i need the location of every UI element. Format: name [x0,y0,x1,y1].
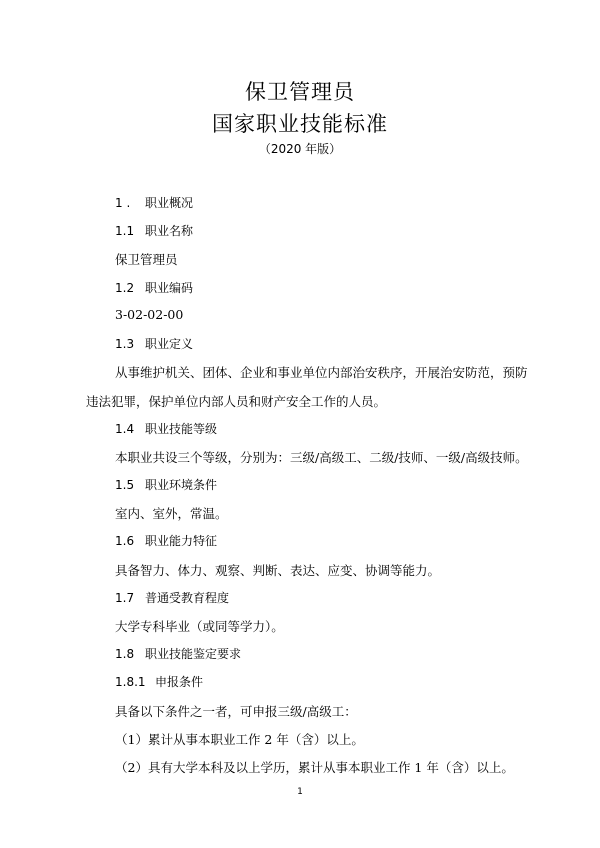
section-heading-1-2 [115,279,193,296]
section-number: 1 . [115,196,131,210]
section-title: 普通受教育程度 [145,591,230,605]
section-number: 1.2 [115,281,135,295]
section-title: 职业概况 [145,196,194,210]
section-heading-1 [115,194,193,211]
section-title: 申报条件 [155,675,204,689]
section-title: 职业技能等级 [145,422,218,436]
section-number: 1.8 [115,647,135,661]
section-heading-1-7 [115,589,229,606]
section-title: 职业编码 [145,281,194,295]
edition-label: （2020 年版） [258,142,342,156]
paragraph-environment: 室内、室外，常温。 [115,506,228,521]
page-number: 1 [297,787,303,797]
section-number: 1.8.1 [115,675,146,689]
section-title: 职业环境条件 [145,478,218,492]
section-title: 职业能力特征 [145,534,218,548]
section-number: 1.7 [115,591,135,605]
section-heading-1-1 [115,222,193,239]
section-number: 1.5 [115,478,135,492]
paragraph-definition-line2: 违法犯罪，保护单位内部人员和财产安全工作的人员。 [86,394,387,409]
section-number: 1.3 [115,337,135,351]
paragraph-abilities: 具备智力、体力、观察、判断、表达、应变、协调等能力。 [115,563,441,578]
section-number: 1.4 [115,422,135,436]
list-item: （2）具有大学本科及以上学历，累计从事本职业工作 1 年（含）以上。 [115,760,514,775]
paragraph-occupation-code: 3-02-02-00 [115,307,184,322]
list-item: （1）累计从事本职业工作 2 年（含）以上。 [115,732,364,747]
section-title: 职业名称 [145,224,194,238]
section-heading-1-3 [115,335,193,352]
section-number: 1.1 [115,224,135,238]
document-subtitle: 国家职业技能标准 [212,112,388,136]
paragraph-skill-levels: 本职业共设三个等级，分别为：三级/高级工、二级/技师、一级/高级技师。 [115,450,528,465]
section-heading-1-8-1 [115,673,203,690]
section-title: 职业技能鉴定要求 [145,647,242,661]
section-heading-1-6 [115,532,217,549]
section-title: 职业定义 [145,337,194,351]
paragraph-education: 大学专科毕业（或同等学力）。 [115,619,284,634]
section-heading-1-5 [115,476,217,493]
document-title: 保卫管理员 [245,80,355,104]
paragraph-application-intro: 具备以下条件之一者，可申报三级/高级工： [115,704,357,719]
section-heading-1-8 [115,645,241,662]
section-heading-1-4 [115,420,217,437]
paragraph-definition-line1: 从事维护机关、团体、企业和事业单位内部治安秩序，开展治安防范，预防 [115,365,528,380]
paragraph-occupation-name: 保卫管理员 [115,252,178,267]
section-number: 1.6 [115,534,135,548]
